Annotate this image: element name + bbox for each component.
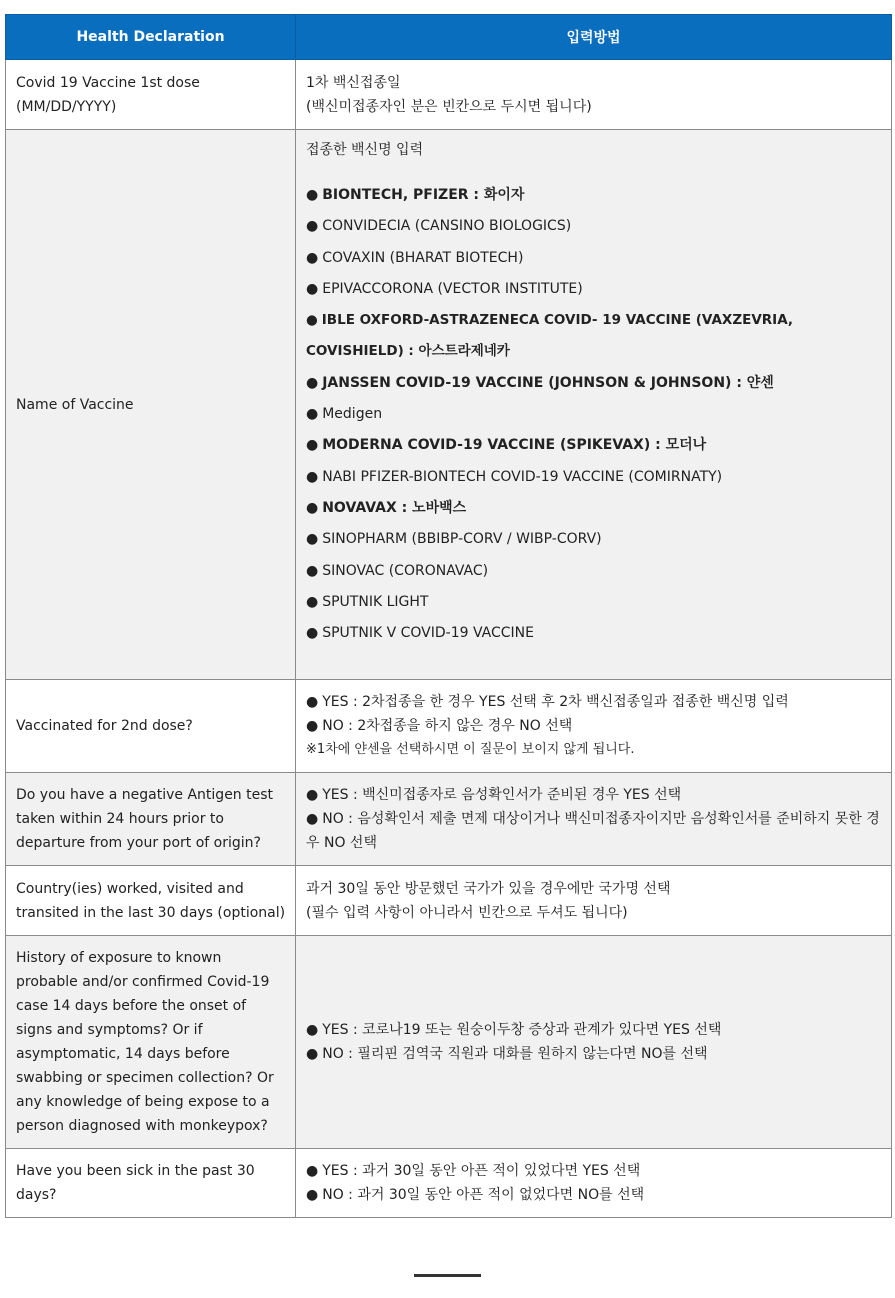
row-label-dose2: Vaccinated for 2nd dose? <box>6 680 296 773</box>
row-label-line: Covid 19 Vaccine 1st dose <box>16 74 200 91</box>
table-row <box>6 1149 892 1218</box>
row-method-antigen <box>296 773 892 866</box>
row-method-vaccine1 <box>296 60 892 130</box>
bullet-icon: ● <box>306 218 319 235</box>
method-line: (백신미접종자인 분은 빈칸으로 두시면 됩니다) <box>306 98 592 115</box>
vaccine-item: ● SPUTNIK LIGHT <box>306 593 429 610</box>
health-declaration-table <box>5 14 892 1218</box>
vaccine-item: ● CONVIDECIA (CANSINO BIOLOGICS) <box>306 218 572 235</box>
vaccine-item: ● Medigen <box>306 406 383 423</box>
table-row <box>6 936 892 1149</box>
method-line: 1차 백신접종일 <box>306 74 401 91</box>
bullet-icon: ● <box>306 625 319 642</box>
header-input-method: 입력방법 <box>296 15 892 60</box>
method-line: ● NO : 2차접종을 하지 않은 경우 NO 선택 <box>306 718 573 734</box>
method-line: ● NO : 필리핀 검역국 직원과 대화를 원하지 않는다면 NO를 선택 <box>306 1046 708 1062</box>
row-label-line: Do you have a negative Antigen test <box>16 787 274 803</box>
row-label-country <box>6 866 296 936</box>
bullet-icon: ● <box>306 593 319 610</box>
method-line: 과거 30일 동안 방문했던 국가가 있을 경우에만 국가명 선택 <box>306 880 671 897</box>
method-line: ● YES : 과거 30일 동안 아픈 적이 있었다면 YES 선택 <box>306 1163 641 1179</box>
header-health-declaration: Health Declaration <box>6 15 296 60</box>
vaccine-item: ● EPIVACCORONA (VECTOR INSTITUTE) <box>306 280 583 297</box>
row-label-line: (MM/DD/YYYY) <box>16 98 117 115</box>
table-row <box>6 866 892 936</box>
row-method-country <box>296 866 892 936</box>
vaccine-item: ● SINOPHARM (BBIBP-CORV / WIBP-CORV) <box>306 531 602 548</box>
bullet-icon: ● <box>306 694 319 710</box>
method-line: ● NO : 과거 30일 동안 아픈 적이 없었다면 NO를 선택 <box>306 1187 645 1203</box>
row-label-antigen <box>6 773 296 866</box>
row-label-exposure: History of exposure to known probable and/or confirmed Covid-19 case 14 days before the onset of signs and symptoms? Or if asymptomatic, 14 days before swabbing or specimen collection? Or any knowledge of being expose to a person diagnosed with monkeypox? <box>6 936 296 1149</box>
bullet-icon: ● <box>306 718 319 734</box>
bullet-icon: ● <box>306 499 319 516</box>
bullet-icon: ● <box>306 531 319 548</box>
vaccine-item: ● NABI PFIZER-BIONTECH COVID-19 VACCINE (COMIRNATY) <box>306 468 723 485</box>
table-row <box>6 773 892 866</box>
table-row <box>6 60 892 130</box>
bullet-icon: ● <box>306 312 318 329</box>
row-method-vaccine-name <box>296 130 892 680</box>
vaccine-item: ● JANSSEN COVID-19 VACCINE (JOHNSON & JOHNSON) : 얀센 <box>306 374 774 391</box>
vaccine-item: ● SINOVAC (CORONAVAC) <box>306 562 489 579</box>
row-label-line: Country(ies) worked, visited and <box>16 880 244 897</box>
table-header-row <box>6 15 892 60</box>
bullet-icon: ● <box>306 562 319 579</box>
bullet-icon: ● <box>306 406 319 423</box>
bullet-icon: ● <box>306 1022 319 1038</box>
method-note: ※1차에 얀센을 선택하시면 이 질문이 보이지 않게 됩니다. <box>306 742 635 757</box>
method-line: 접종한 백신명 입력 <box>306 142 424 158</box>
bullet-icon: ● <box>306 1046 319 1062</box>
bullet-icon: ● <box>306 811 319 827</box>
section-divider <box>414 1274 481 1277</box>
table-row <box>6 680 892 773</box>
row-label-line: taken within 24 hours prior to <box>16 811 224 827</box>
bullet-icon: ● <box>306 187 319 203</box>
bullet-icon: ● <box>306 1163 319 1179</box>
vaccine-item: ● MODERNA COVID-19 VACCINE (SPIKEVAX) : 모더나 <box>306 437 707 454</box>
vaccine-item: ● COVAXIN (BHARAT BIOTECH) <box>306 249 524 266</box>
method-line: ● YES : 백신미접종자로 음성확인서가 준비된 경우 YES 선택 <box>306 787 682 803</box>
bullet-icon: ● <box>306 374 319 391</box>
row-label-line: departure from your port of origin? <box>16 835 261 851</box>
row-label-sick <box>6 1149 296 1218</box>
vaccine-item: ● BIONTECH, PFIZER : 화이자 <box>306 187 525 203</box>
vaccine-item: ● IBLE OXFORD-ASTRAZENECA COVID- 19 VACCINE (VAXZEVRIA, COVISHIELD) : 아스트라제네카 <box>306 312 794 360</box>
row-label-line: days? <box>16 1187 57 1203</box>
bullet-icon: ● <box>306 437 319 454</box>
method-line: ● NO : 음성확인서 제출 면제 대상이거나 백신미접종자이지만 음성확인서를 준비하지 못한 경우 NO 선택 <box>306 811 880 851</box>
bullet-icon: ● <box>306 280 319 297</box>
vaccine-item: ● SPUTNIK V COVID-19 VACCINE <box>306 625 534 642</box>
row-label-line: Have you been sick in the past 30 <box>16 1163 255 1179</box>
bullet-icon: ● <box>306 787 319 803</box>
table-row <box>6 130 892 680</box>
row-label-vaccine1 <box>6 60 296 130</box>
row-method-exposure <box>296 936 892 1149</box>
row-label-line: transited in the last 30 days (optional) <box>16 904 286 921</box>
method-line: ● YES : 2차접종을 한 경우 YES 선택 후 2차 백신접종일과 접종한 백신명 입력 <box>306 694 789 710</box>
row-method-dose2 <box>296 680 892 773</box>
bullet-icon: ● <box>306 249 319 266</box>
row-label-vaccine-name: Name of Vaccine <box>6 130 296 680</box>
vaccine-item: ● NOVAVAX : 노바백스 <box>306 499 467 516</box>
row-method-sick <box>296 1149 892 1218</box>
bullet-icon: ● <box>306 1187 319 1203</box>
method-line: (필수 입력 사항이 아니라서 빈칸으로 두셔도 됩니다) <box>306 904 628 921</box>
bullet-icon: ● <box>306 468 319 485</box>
method-line: ● YES : 코로나19 또는 원숭이두창 증상과 관계가 있다면 YES 선택 <box>306 1022 722 1038</box>
